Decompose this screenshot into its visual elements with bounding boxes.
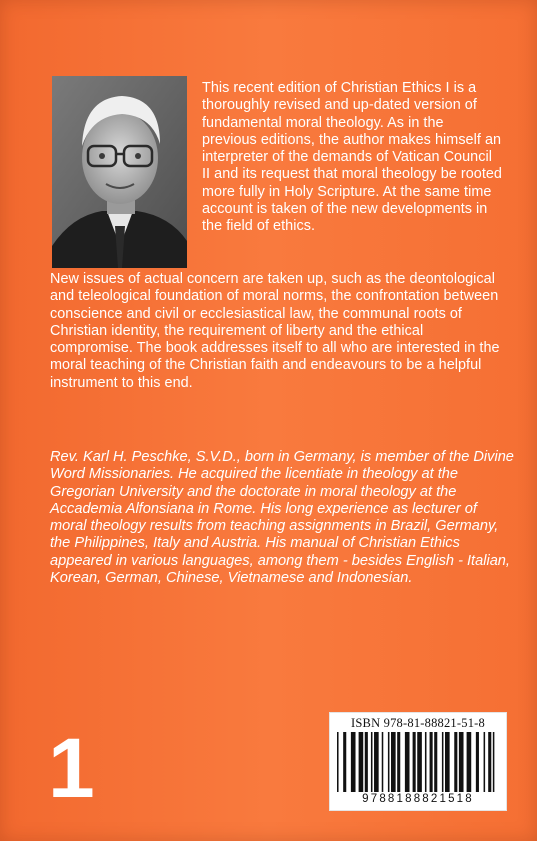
barcode-bar — [484, 732, 486, 792]
barcode-bar — [425, 732, 427, 792]
barcode-bar — [488, 732, 491, 792]
isbn-label: ISBN 978-81-88821-51-8 — [351, 716, 485, 730]
barcode-bar — [445, 732, 450, 792]
barcode-bar — [405, 732, 410, 792]
barcode-digits: 9788188821518 — [362, 793, 474, 805]
barcode-bar — [351, 732, 356, 792]
barcode-bar — [391, 732, 396, 792]
author-photo — [52, 76, 187, 268]
barcode-bar — [493, 732, 495, 792]
blurb-paragraph-continued: New issues of actual concern are taken up, such as the deontological and teleological foundation of moral norms, the confrontation between conscience and civil or ecclesiastical law, the communal roots of Christian identity, the requirement of liberty and the ethical compromise. The book addresses itself to all who are interested in the moral teaching of the Christian faith and endeavours to be a helpful instrument to this end. — [50, 271, 500, 391]
barcode-bar — [430, 732, 433, 792]
author-portrait-icon — [52, 76, 187, 268]
barcode-panel — [330, 713, 506, 810]
barcode-bar — [467, 732, 472, 792]
barcode-bar — [454, 732, 457, 792]
barcode-bar — [476, 732, 479, 792]
barcode-icon — [337, 732, 499, 792]
author-bio: Rev. Karl H. Peschke, S.V.D., born in Germany, is member of the Divine Word Missionaries. He acquired the licentiate in theology at the Gregorian University and the doctorate in moral theology at the Accademia Alfonsiana in Rome. His long experience as lecturer of moral theology results from teaching assignments in Brazil, Germany, the Philippines, Italy and Austria. His manual of Christian Ethics appeared in various languages, among them - besides English - Italian, Korean, German, Chinese, Vietnamese and Indonesian. — [50, 449, 514, 587]
barcode-bar — [459, 732, 464, 792]
barcode-bar — [374, 732, 379, 792]
blurb-paragraph-beside-photo: This recent edition of Christian Ethics I is a thoroughly revised and up-dated version of fundamental moral theology. As in the previous editions, the author makes himself an interpreter of the demands of Vatican Council II and its request that moral theology be rooted more fully in Holy Scripture. At the same time account is taken of the new developments in the field of ethics. — [202, 80, 502, 235]
barcode-bar — [417, 732, 422, 792]
barcode-bar — [359, 732, 364, 792]
barcode-bar — [371, 732, 373, 792]
barcode-bar — [397, 732, 400, 792]
barcode-bar — [343, 732, 346, 792]
volume-number: 1 — [48, 721, 95, 815]
barcode-bar — [413, 732, 416, 792]
barcode-bar — [442, 732, 444, 792]
barcode-bar — [388, 732, 390, 792]
barcode-bar — [337, 732, 339, 792]
barcode-bar — [382, 732, 384, 792]
barcode-bar — [365, 732, 368, 792]
barcode-bar — [434, 732, 437, 792]
